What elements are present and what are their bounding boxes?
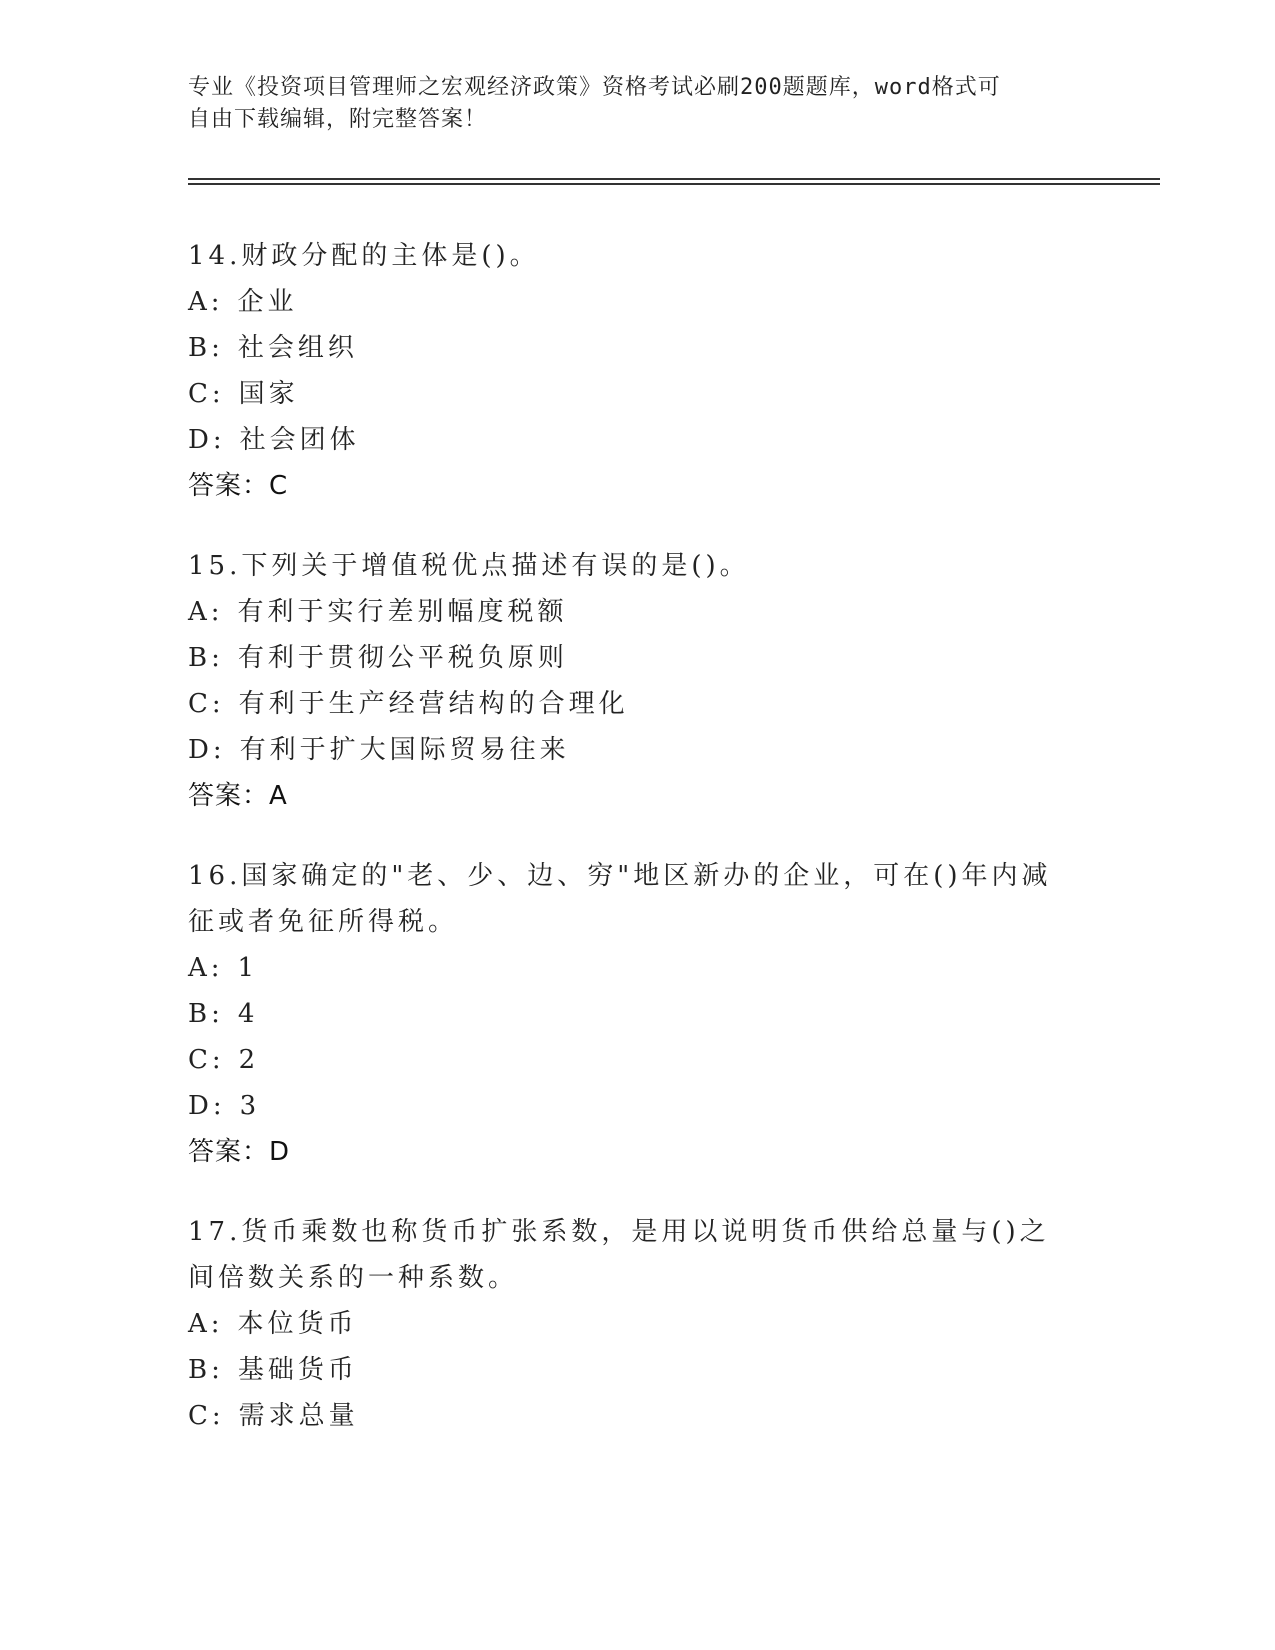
option-text: 社会团体 (239, 425, 360, 455)
option-key: C: (188, 379, 225, 409)
option-d (188, 727, 1088, 773)
option-text: 4 (237, 999, 259, 1029)
option-a (188, 589, 1088, 635)
option-text: 需求总量 (238, 1401, 359, 1431)
document-header (188, 72, 1068, 136)
option-text: 国家 (238, 379, 299, 409)
option-text: 3 (239, 1091, 261, 1121)
question-stem: 17.货币乘数也称货币扩张系数，是用以说明货币供给总量与()之间倍数关系的一种系数。 (188, 1217, 1050, 1293)
option-c (188, 371, 1088, 417)
option-key: B: (188, 999, 224, 1029)
option-a (188, 1301, 1088, 1347)
option-key: B: (188, 333, 224, 363)
question-14 (188, 233, 1088, 509)
option-key: C: (188, 1401, 225, 1431)
question-stem: 14.财政分配的主体是()。 (188, 241, 540, 271)
answer-line: 答案：D (188, 1137, 291, 1167)
header-line-1: 专业《投资项目管理师之宏观经济政策》资格考试必刷200题题库，word格式可 (188, 75, 1001, 100)
option-key: A: (188, 597, 224, 627)
option-key: C: (188, 689, 225, 719)
option-key: A: (188, 1309, 224, 1339)
header-line-2: 自由下载编辑，附完整答案！ (188, 107, 488, 132)
option-c (188, 681, 1088, 727)
question-stem: 15.下列关于增值税优点描述有误的是()。 (188, 551, 750, 581)
option-text: 企业 (237, 287, 298, 317)
option-key: D: (188, 425, 226, 455)
header-divider-bottom (188, 183, 1160, 185)
option-key: B: (188, 643, 224, 673)
question-17 (188, 1209, 1088, 1439)
question-list (188, 233, 1088, 1473)
option-c (188, 1037, 1088, 1083)
question-15 (188, 543, 1088, 819)
option-text: 本位货币 (237, 1309, 358, 1339)
question-stem: 16.国家确定的"老、少、边、穷"地区新办的企业，可在()年内减征或者免征所得税。 (188, 861, 1052, 937)
answer-line: 答案：A (188, 781, 288, 811)
option-text: 有利于实行差别幅度税额 (237, 597, 568, 627)
option-a (188, 279, 1088, 325)
option-c (188, 1393, 1088, 1439)
option-key: D: (188, 1091, 226, 1121)
header-divider-top (188, 178, 1160, 180)
option-text: 基础货币 (237, 1355, 358, 1385)
option-text: 有利于扩大国际贸易往来 (239, 735, 570, 765)
option-key: B: (188, 1355, 224, 1385)
option-text: 社会组织 (237, 333, 358, 363)
option-key: D: (188, 735, 226, 765)
option-text: 有利于贯彻公平税负原则 (237, 643, 568, 673)
option-b (188, 1347, 1088, 1393)
option-key: A: (188, 953, 224, 983)
option-text: 1 (237, 953, 259, 983)
option-text: 2 (238, 1045, 260, 1075)
option-b (188, 635, 1088, 681)
option-key: C: (188, 1045, 225, 1075)
option-d (188, 1083, 1088, 1129)
answer-line: 答案：C (188, 471, 289, 501)
option-d (188, 417, 1088, 463)
option-key: A: (188, 287, 224, 317)
option-a (188, 945, 1088, 991)
option-b (188, 325, 1088, 371)
option-text: 有利于生产经营结构的合理化 (238, 689, 629, 719)
option-b (188, 991, 1088, 1037)
question-16 (188, 853, 1088, 1175)
